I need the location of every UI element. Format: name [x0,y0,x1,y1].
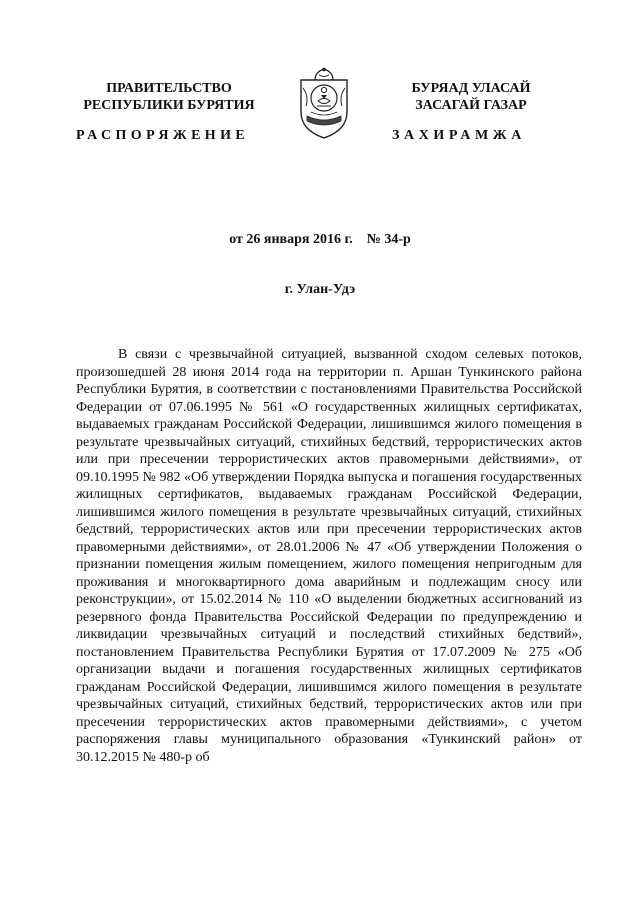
issuer-name-russian [64,80,274,114]
coat-of-arms-icon [297,66,351,140]
document-type-russian: РАСПОРЯЖЕНИЕ [76,128,250,143]
document-number: № 34-р [366,232,411,247]
issuer-buryat-line-1: БУРЯАД УЛАСАЙ [411,81,531,96]
document-date: от 26 января 2016 г. [229,232,353,247]
issuer-name-buryat [366,80,576,114]
document-date-line [0,232,640,248]
issuer-line-2: РЕСПУБЛИКИ БУРЯТИЯ [83,98,255,113]
document-type-buryat: ЗАХИРАМЖА [392,128,526,143]
issuer-line-1: ПРАВИТЕЛЬСТВО [106,81,232,96]
issuer-buryat-line-2: ЗАСАГАЙ ГАЗАР [415,98,527,113]
body-paragraph: В связи с чрезвычайной ситуацией, вызванной сходом селевых потоков, произошедшей 28 июня 2014 года на территории п. Аршан Тункинского района Республики Бурятия, в соответствии с постановлениями Правительства Российской Федерации от 07.06.1995 № 561 «О государственных жилищных сертификатах, выдаваемых гражданам Российской Федерации, лишившимся жилого помещения в результате чрезвычайных ситуаций, стихийных бедствий, террористических актов или при пресечении террористических актов правомерными действиями», от 09.10.1995 № 982 «Об утверждении Порядка выпуска и погашения государственных жилищных сертификатов, выдаваемых гражданам Российской Федерации, лишившимся жилого помещения в результате чрезвычайных ситуаций, стихийных бедствий, террористических актов или при пресечении террористических актов правомерными действиями», от 28.01.2006 № 47 «Об утверждении Положения о признании помещения жилым помещением, жилого помещения непригодным для проживания и многоквартирного дома аварийным и подлежащим сносу или реконструкции», от 15.02.2014 № 110 «О выделении бюджетных ассигнований из резервного фонда Правительства Российской Федерации по предупреждению и ликвидации чрезвычайных ситуаций и последствий стихийных бедствий», постановлением Правительства Республики Бурятия от 17.07.2009 № 275 «Об организации выдачи и погашения государственных жилищных сертификатов гражданам Российской Федерации, лишившимся жилого помещения в результате чрезвычайных ситуаций, стихийных бедствий, террористических актов или при пресечении террористических актов правомерными действиями», с учетом распоряжения главы муниципального образования «Тункинский район» от 30.12.2015 № 480-р об [76,347,582,765]
document-city: г. Улан-Удэ [284,282,356,297]
